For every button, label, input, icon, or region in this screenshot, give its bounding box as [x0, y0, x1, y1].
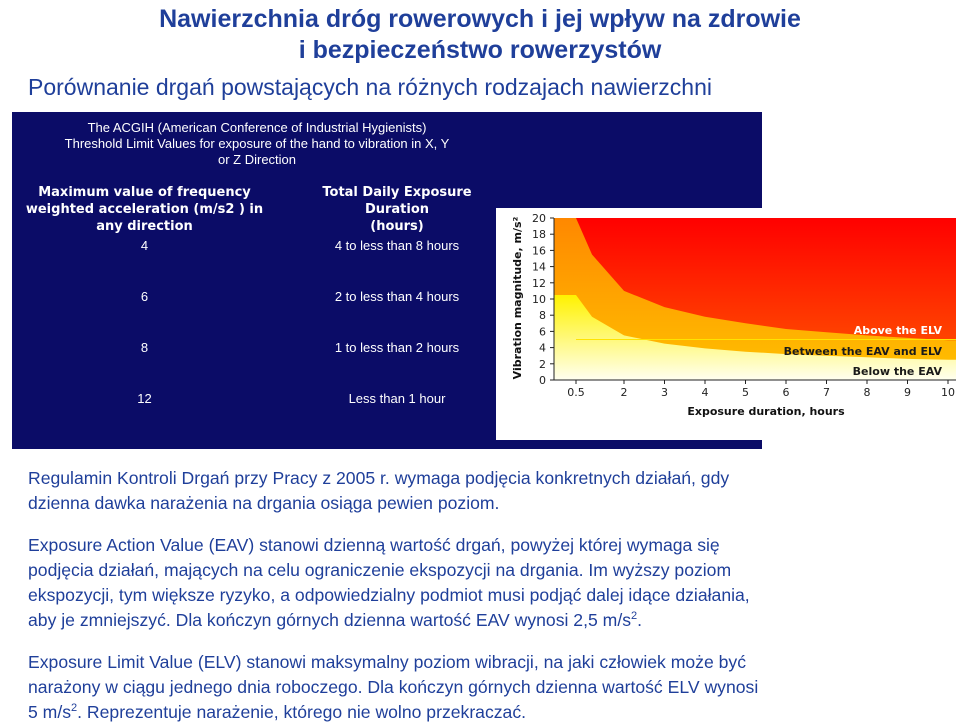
y-tick-label: 20: [532, 212, 546, 225]
text-line: Regulamin Kontroli Drgań przy Pracy z 2005 r. wymaga podjęcia konkretnych działań, gdy: [28, 468, 730, 488]
x-tick-label: 5: [742, 386, 749, 399]
text-line: ekspozycji, tym większe ryzyko, a odpowiedzialny podmiot musi podjąć dalej idące działania,: [28, 585, 750, 605]
table-caption: [12, 120, 502, 168]
text-line: Exposure Limit Value (ELV) stanowi maksymalny poziom wibracji, na jaki człowiek może być: [28, 652, 747, 672]
text-run: 5 m/s: [28, 702, 72, 722]
paragraph-regulation: [28, 466, 928, 516]
header-line: (hours): [370, 219, 424, 234]
x-tick-label: 4: [701, 386, 709, 399]
text-run: aby je zmniejszyć. Dla kończyn górnych dzienna wartość EAV wynosi 2,5 m/s: [28, 610, 631, 630]
x-tick-label: 10: [941, 386, 955, 399]
caption-line: Threshold Limit Values for exposure of the hand to vibration in X, Y: [64, 136, 450, 151]
text-line: [28, 700, 928, 725]
table-cell-value: 8: [140, 340, 149, 355]
table-cell-duration: Less than 1 hour: [348, 391, 446, 406]
y-tick-label: 16: [532, 244, 546, 258]
table-cell-value: 12: [137, 391, 152, 406]
y-tick-label: 12: [532, 276, 546, 290]
table-cell-duration: 2 to less than 4 hours: [334, 289, 460, 304]
text-line: [28, 608, 928, 633]
paragraph-elv: [28, 650, 928, 725]
x-tick-label: 9: [904, 386, 911, 399]
caption-line: or Z Direction: [217, 152, 297, 167]
text-line: narażony w ciągu jednego dnia roboczego. Dla kończyn górnych dzienna wartość ELV wynosi: [28, 677, 759, 697]
x-tick-label: 0.5: [567, 386, 585, 399]
text-line: podjęcia działań, mających na celu ograniczenie ekspozycji na drgania. Im wyższy poziom: [28, 560, 732, 580]
page-subtitle: Porównanie drgań powstających na różnych rodzajach nawierzchni: [28, 74, 712, 100]
page-title-line1: Nawierzchnia dróg rowerowych i jej wpływ na zdrowie: [159, 5, 801, 33]
text-run: . Reprezentuje narażenie, którego nie wolno przekraczać.: [77, 702, 527, 722]
y-tick-label: 10: [532, 293, 546, 306]
header-line: Total Daily Exposure: [322, 185, 472, 200]
superscript: 2: [631, 610, 638, 623]
text-line: Exposure Action Value (EAV) stanowi dzienną wartość drgań, powyżej której wymaga się: [28, 535, 720, 555]
x-tick-label: 6: [782, 386, 790, 399]
vibration-chart: [496, 208, 960, 440]
vibration-chart-svg: [496, 208, 960, 440]
superscript: 2: [71, 702, 78, 715]
y-tick-label: 18: [532, 228, 546, 242]
header-line: Duration: [364, 202, 430, 217]
col2-header: [282, 184, 512, 235]
table-cell-value: 4: [140, 238, 149, 253]
col1-header: [12, 184, 277, 235]
text-line: dzienna dawka narażenia na drgania osiąga pewien poziom.: [28, 493, 500, 513]
table-cell-duration: 4 to less than 8 hours: [334, 238, 460, 253]
page-title-line2: i bezpieczeństwo rowerzystów: [298, 36, 662, 64]
header-line: weighted acceleration (m/s2 ) in: [25, 202, 264, 217]
annotation-between-eav-elv: Between the EAV and ELV: [783, 345, 942, 358]
header-line: any direction: [96, 219, 193, 234]
x-axis-label: Exposure duration, hours: [687, 405, 845, 418]
y-tick-label: 0: [539, 374, 546, 387]
table-cell-duration: 1 to less than 2 hours: [334, 340, 460, 355]
y-tick-label: 2: [539, 357, 546, 371]
x-tick-label: 7: [823, 386, 830, 399]
y-tick-label: 14: [532, 260, 546, 274]
paragraph-eav: [28, 533, 928, 633]
caption-line: The ACGIH (American Conference of Industrial Hygienists): [87, 120, 427, 135]
header-line: Maximum value of frequency: [38, 185, 251, 200]
table-cell-value: 6: [140, 289, 149, 304]
y-tick-label: 6: [539, 325, 546, 339]
x-tick-label: 2: [620, 386, 628, 399]
y-tick-label: 4: [539, 341, 546, 355]
y-axis-label: Vibration magnitude, m/s²: [511, 216, 524, 380]
text-run: .: [637, 610, 643, 630]
x-tick-label: 8: [863, 386, 871, 399]
y-tick-label: 8: [539, 309, 546, 323]
annotation-below-eav: Below the EAV: [852, 365, 942, 378]
annotation-above-elv: Above the ELV: [853, 324, 942, 337]
x-tick-label: 3: [661, 386, 668, 399]
